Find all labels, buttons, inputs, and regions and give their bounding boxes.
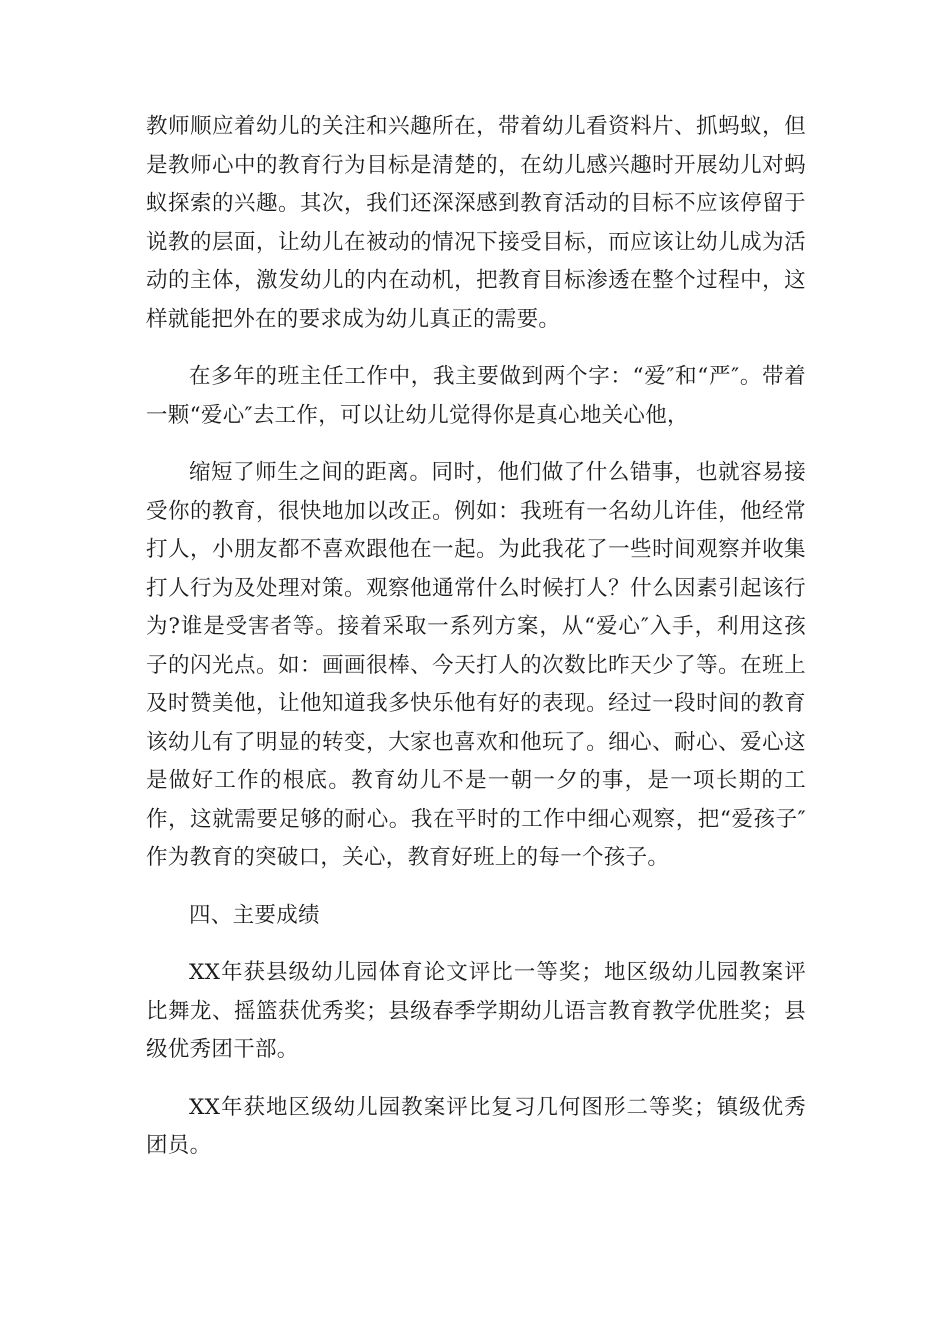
section-heading: 四、主要成绩 bbox=[189, 902, 320, 928]
body-paragraph-2: 在多年的班主任工作中，我主要做到两个字：“爱″和“严″。带着一颗“爱心″去工作，可以让幼儿觉得你是真心地关心他， bbox=[146, 364, 806, 428]
achievement-paragraph-2: XX年获地区级幼儿园教案评比复习几何图形二等奖；镇级优秀团员。 bbox=[146, 1094, 806, 1158]
body-paragraph-3: 缩短了师生之间的距离。同时，他们做了什么错事，也就容易接受你的教育，很快地加以改正。例如：我班有一名幼儿许佳，他经常打人，小朋友都不喜欢跟他在一起。为此我花了一些时间观察并收集打人行为及处理对策。观察他通常什么时候打人？什么因素引起该行为?谁是受害者等。接着采取一系列方案，从“爱心″入手，利用这孩子的闪光点。如：画画很棒、今天打人的次数比昨天少了等。在班上及时赞美他，让他知道我多快乐他有好的表现。经过一段时间的教育该幼儿有了明显的转变，大家也喜欢和他玩了。细心、耐心、爱心这是做好工作的根底。教育幼儿不是一朝一夕的事，是一项长期的工作，这就需要足够的耐心。我在平时的工作中细心观察，把“爱孩子″作为教育的突破口，关心，教育好班上的每一个孩子。 bbox=[146, 460, 806, 870]
document-page bbox=[146, 108, 806, 1185]
achievement-paragraph-1: XX年获县级幼儿园体育论文评比一等奖；地区级幼儿园教案评比舞龙、摇篮获优秀奖；县级春季学期幼儿语言教育教学优胜奖；县级优秀团干部。 bbox=[146, 960, 806, 1062]
body-paragraph-1: 教师顺应着幼儿的关注和兴趣所在，带着幼儿看资料片、抓蚂蚁，但是教师心中的教育行为目标是清楚的，在幼儿感兴趣时开展幼儿对蚂蚁探索的兴趣。其次，我们还深深感到教育活动的目标不应该停留于说教的层面，让幼儿在被动的情况下接受目标，而应该让幼儿成为活动的主体，激发幼儿的内在动机，把教育目标渗透在整个过程中，这样就能把外在的要求成为幼儿真正的需要。 bbox=[146, 114, 806, 332]
